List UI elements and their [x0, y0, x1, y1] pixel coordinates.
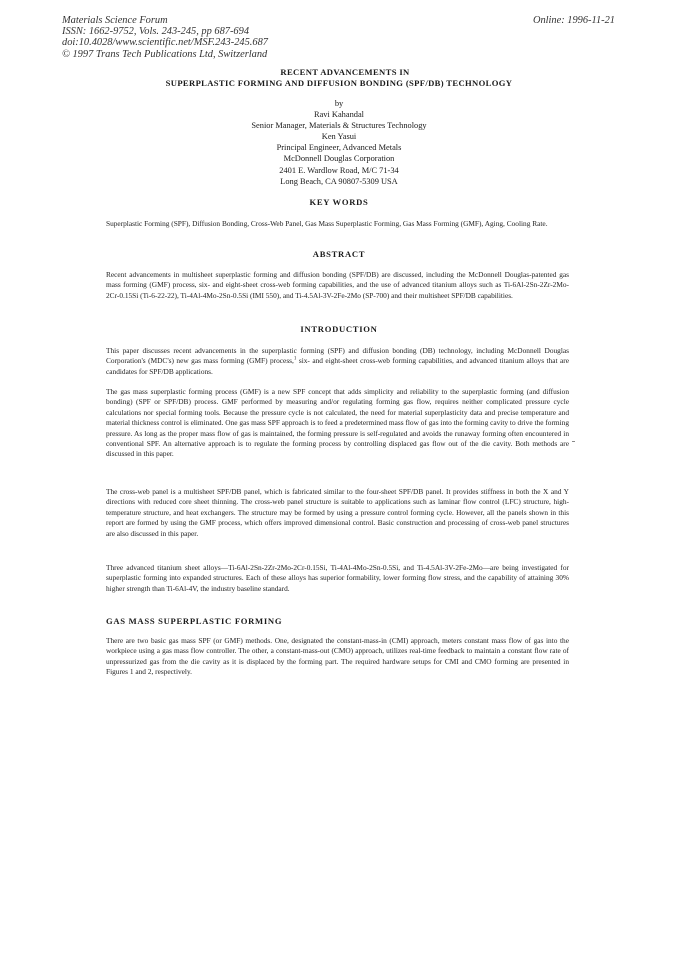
keywords-heading: KEY WORDS	[309, 197, 369, 207]
copyright-line: © 1997 Trans Tech Publications Ltd, Switzerland	[62, 48, 268, 60]
company-name: McDonnell Douglas Corporation	[283, 154, 395, 164]
introduction-heading: INTRODUCTION	[300, 324, 378, 334]
author-1-title: Senior Manager, Materials & Structures Technology	[251, 121, 427, 131]
gas-mass-spf-paragraph-1: There are two basic gas mass SPF (or GMF) methods. One, designated the constant-mass-in (CMI) approach, meters constant mass flow of gas into the workpiece using a gas mass flow controller. The other, a constant-mass-out (CMO) approach, utilizes real-time feedback to maintain a constant flow rate of unpressurized gas from the die cavity as it is displaced by the forming part. The required hardware setups for CMI and CMO forming are presented in Figures 1 and 2, respectively.	[106, 636, 569, 677]
intro-paragraph-3: The cross-web panel is a multisheet SPF/DB panel, which is fabricated similar to the four-sheet SPF/DB panel. It provides stiffness in both the X and Y directions with reduced core sheet thinning. The cross-web panel structure is suitable to applications such as laminar flow control (LFC) structure, high-temperature structure, and heat exchangers. The structure may be formed by using a pressure control forming cycle. However, all the panels shown in this report are formed by using the GMF process, which offers improved dimensional control. Basic construction and processing of cross-web panel structures are also discussed in this paper.	[106, 487, 569, 538]
address-line-2: Long Beach, CA 90807-5309 USA	[280, 176, 398, 186]
footnote-ref-1[interactable]: 1	[293, 356, 297, 362]
publication-meta	[62, 15, 268, 60]
intro-paragraph-1-a: This paper discusses recent advancements in the superplastic forming (SPF) and diffusion bonding (DB) technology, including McDonnell Douglas Corporation's (MDC's) new gas mass forming (GMF) process,	[106, 346, 569, 366]
abstract-heading: ABSTRACT	[312, 249, 366, 259]
gas-mass-spf-heading: GAS MASS SUPERPLASTIC FORMING	[106, 616, 283, 626]
address-line-1: 2401 E. Wardlow Road, M/C 71-34	[279, 165, 399, 175]
by-label: by	[334, 99, 344, 108]
intro-paragraph-2: The gas mass superplastic forming process (GMF) is a new SPF concept that adds simplicity and reliability to the superplastic forming (and diffusion bonding) (SPF or SPF/DB) process. GMF performed by measuring and/or regulating forming gas flow, requires neither complicated pressure cycle calculations nor special forming tools. Because the pressure cycle is not calculated, the need for material superplasticity data and precise temperature and material thickness control is eliminated. One gas mass SPF approach is to feed a predetermined mass flow of gas into the forming cavity to drive the forming pressure. As long as the proper mass flow of gas is maintained, the forming pressure is self-regulated and avoids the runaway forming often encountered in conventional SPF. An alternative approach is to regulate the forming process by controlling displaced gas flow out of the die cavity. Both methods are discussed in this paper.	[106, 387, 569, 459]
journal-name: Materials Science Forum	[62, 15, 168, 26]
author-2-name: Ken Yasui	[321, 132, 357, 142]
intro-paragraph-1	[106, 346, 569, 377]
title-line-1: RECENT ADVANCEMENTS IN	[280, 67, 410, 77]
doi-line[interactable]: doi:10.4028/www.scientific.net/MSF.243-245.687	[62, 37, 268, 49]
issn-line: ISSN: 1662-9752, Vols. 243-245, pp 687-694	[62, 26, 250, 38]
title-line-2: SUPERPLASTIC FORMING AND DIFFUSION BONDING (SPF/DB) TECHNOLOGY	[165, 78, 513, 88]
online-date: Online: 1996-11-21	[532, 15, 615, 26]
paper-title	[0, 67, 678, 89]
abstract-text: Recent advancements in multisheet superplastic forming and diffusion bonding (SPF/DB) are discussed, including the McDonnell Douglas-patented gas mass forming (GMF) process, six- and eight-sheet cross-web forming capabilities, and the use of advanced titanium alloys such as Ti-6Al-2Sn-2Zr-2Mo-2Cr-0.15Si (Ti-6-22-22), Ti-4Al-4Mo-2Sn-0.5Si (IMI 550), and Ti-4.5Al-3V-2Fe-2Mo (SP-700) and their multisheet SPF/DB capabilities.	[106, 270, 569, 300]
author-1-name: Ravi Kahandal	[313, 110, 364, 120]
author-block	[0, 98, 678, 187]
intro-paragraph-4: Three advanced titanium sheet alloys—Ti-6Al-2Sn-2Zr-2Mo-2Cr-0.15Si, Ti-4Al-4Mo-2Sn-0.5Si, and Ti-4.5Al-3V-2Fe-2Mo—are being investigated for superplastic forming into expanded structures. Each of these alloys has superior formability, lower forming flow stress, and the capability of attaining 30% higher strength than Ti-6Al-4V, the industry baseline standard.	[106, 563, 569, 593]
author-2-title: Principal Engineer, Advanced Metals	[276, 143, 402, 153]
scan-mark	[572, 441, 575, 442]
keywords-text: Superplastic Forming (SPF), Diffusion Bonding, Cross-Web Panel, Gas Mass Superplastic Forming, Gas Mass Forming (GMF), Aging, Cooling Rate.	[106, 219, 548, 228]
intro-paragraph-1-b: six- and eight-sheet cross-web forming capabilities, and advanced titanium alloys that are candidates for SPF/DB applications.	[106, 356, 569, 376]
